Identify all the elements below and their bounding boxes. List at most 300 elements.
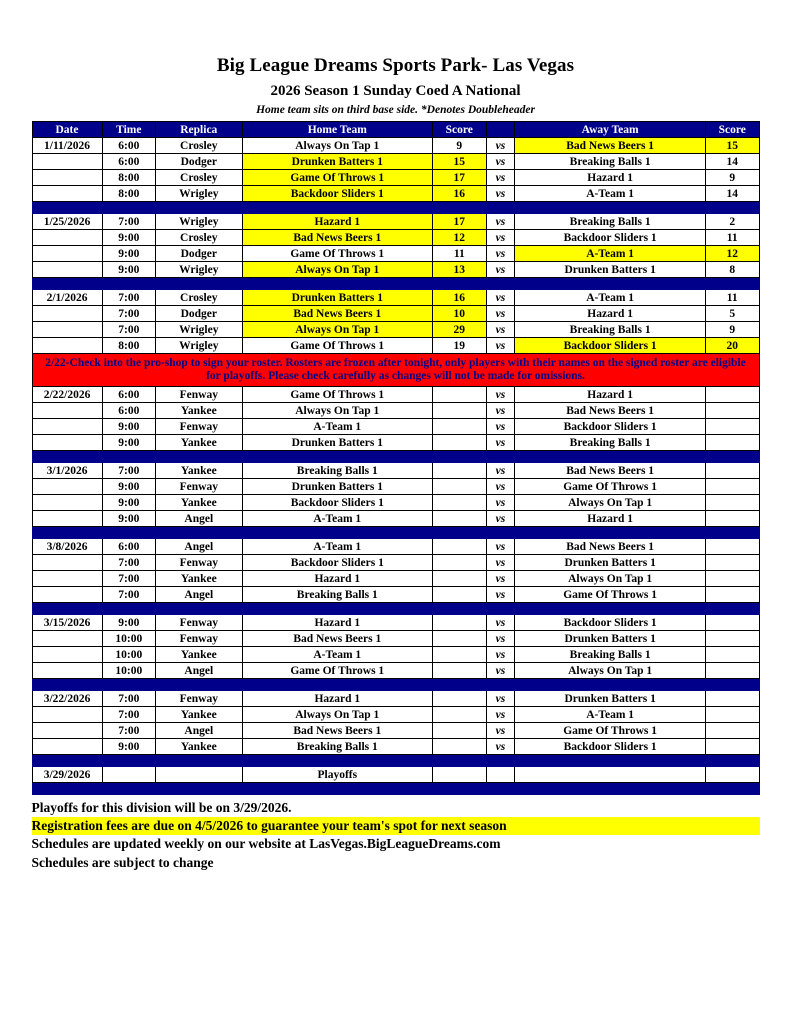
cell-vs: vs	[486, 539, 515, 555]
cell-vs: vs	[486, 479, 515, 495]
cell-replica: Fenway	[156, 419, 242, 435]
cell-home-score	[433, 739, 487, 755]
cell-away-score	[705, 739, 759, 755]
table-row	[32, 767, 759, 783]
cell-replica: Yankee	[156, 739, 242, 755]
cell-replica: Dodger	[156, 154, 242, 170]
table-row	[32, 170, 759, 186]
week-separator	[32, 527, 759, 539]
table-row	[32, 587, 759, 603]
cell-away-score	[705, 647, 759, 663]
cell-away-score: 12	[705, 246, 759, 262]
week-separator	[32, 603, 759, 615]
cell-home-score	[433, 631, 487, 647]
cell-away-team: Bad News Beers 1	[515, 539, 706, 555]
cell-home-team: Bad News Beers 1	[242, 723, 433, 739]
cell-home-team: Bad News Beers 1	[242, 230, 433, 246]
cell-replica: Fenway	[156, 555, 242, 571]
cell-home-team: Breaking Balls 1	[242, 463, 433, 479]
cell-home-score	[433, 463, 487, 479]
cell-vs: vs	[486, 663, 515, 679]
table-row	[32, 403, 759, 419]
cell-away-score	[705, 691, 759, 707]
cell-time: 6:00	[102, 403, 156, 419]
cell-home-team: Game Of Throws 1	[242, 387, 433, 403]
cell-home-score: 16	[433, 186, 487, 202]
cell-replica: Wrigley	[156, 214, 242, 230]
column-header-home-team: Home Team	[242, 122, 433, 138]
cell-home-team: Drunken Batters 1	[242, 479, 433, 495]
cell-home-team: Drunken Batters 1	[242, 290, 433, 306]
cell-away-team: Backdoor Sliders 1	[515, 739, 706, 755]
cell-home-score: 9	[433, 138, 487, 154]
table-header-row	[32, 122, 759, 138]
cell-home-score: 12	[433, 230, 487, 246]
cell-replica: Crosley	[156, 170, 242, 186]
cell-date	[32, 647, 102, 663]
cell-home-team: Bad News Beers 1	[242, 631, 433, 647]
cell-home-team: Always On Tap 1	[242, 322, 433, 338]
cell-replica: Yankee	[156, 435, 242, 451]
cell-time: 9:00	[102, 262, 156, 278]
cell-away-score	[705, 479, 759, 495]
table-row	[32, 539, 759, 555]
column-header-away-team: Away Team	[515, 122, 706, 138]
table-row	[32, 571, 759, 587]
cell-away-score: 9	[705, 170, 759, 186]
column-header-replica: Replica	[156, 122, 242, 138]
cell-replica	[156, 767, 242, 783]
table-row	[32, 246, 759, 262]
cell-replica: Fenway	[156, 631, 242, 647]
cell-home-team: Always On Tap 1	[242, 403, 433, 419]
table-row	[32, 495, 759, 511]
cell-time: 6:00	[102, 387, 156, 403]
week-separator	[32, 679, 759, 691]
cell-home-score	[433, 387, 487, 403]
cell-away-team: Breaking Balls 1	[515, 322, 706, 338]
table-row	[32, 262, 759, 278]
cell-time: 10:00	[102, 663, 156, 679]
cell-time: 9:00	[102, 479, 156, 495]
cell-away-score: 2	[705, 214, 759, 230]
week-separator-cell	[32, 278, 759, 290]
cell-away-score	[705, 707, 759, 723]
cell-away-team: Backdoor Sliders 1	[515, 230, 706, 246]
cell-away-team: Always On Tap 1	[515, 663, 706, 679]
cell-replica: Angel	[156, 663, 242, 679]
cell-time: 9:00	[102, 435, 156, 451]
cell-vs: vs	[486, 338, 515, 354]
column-header-vs	[486, 122, 515, 138]
cell-date: 3/22/2026	[32, 691, 102, 707]
cell-replica: Angel	[156, 587, 242, 603]
cell-date	[32, 723, 102, 739]
cell-date	[32, 631, 102, 647]
table-row	[32, 419, 759, 435]
roster-notice-row	[32, 354, 759, 387]
cell-away-score	[705, 495, 759, 511]
cell-vs: vs	[486, 246, 515, 262]
cell-home-team: Hazard 1	[242, 691, 433, 707]
cell-replica: Fenway	[156, 479, 242, 495]
cell-replica: Yankee	[156, 463, 242, 479]
cell-replica: Fenway	[156, 691, 242, 707]
cell-replica: Yankee	[156, 571, 242, 587]
cell-date	[32, 262, 102, 278]
table-row	[32, 723, 759, 739]
cell-away-team: Drunken Batters 1	[515, 631, 706, 647]
cell-date	[32, 707, 102, 723]
cell-away-score	[705, 767, 759, 783]
cell-vs: vs	[486, 170, 515, 186]
cell-away-score: 9	[705, 322, 759, 338]
table-row	[32, 435, 759, 451]
cell-away-team: Drunken Batters 1	[515, 262, 706, 278]
cell-home-score	[433, 539, 487, 555]
cell-home-team: Always On Tap 1	[242, 262, 433, 278]
cell-away-team: Bad News Beers 1	[515, 138, 706, 154]
cell-home-score	[433, 663, 487, 679]
cell-time: 7:00	[102, 306, 156, 322]
cell-vs: vs	[486, 435, 515, 451]
cell-away-team: Game Of Throws 1	[515, 587, 706, 603]
cell-home-score	[433, 555, 487, 571]
cell-away-team: Hazard 1	[515, 511, 706, 527]
cell-away-team: A-Team 1	[515, 290, 706, 306]
home-team-note: Home team sits on third base side. *Denotes Doubleheader	[256, 104, 535, 116]
cell-date: 3/15/2026	[32, 615, 102, 631]
cell-home-score	[433, 647, 487, 663]
week-separator	[32, 451, 759, 463]
cell-time: 8:00	[102, 186, 156, 202]
footer-registration-fee-line: Registration fees are due on 4/5/2026 to guarantee your team's spot for next season	[32, 817, 760, 835]
cell-away-team: Hazard 1	[515, 306, 706, 322]
cell-away-score	[705, 571, 759, 587]
cell-home-team: Always On Tap 1	[242, 138, 433, 154]
schedule-table	[32, 121, 760, 795]
cell-time: 6:00	[102, 539, 156, 555]
cell-time: 10:00	[102, 647, 156, 663]
cell-time: 9:00	[102, 230, 156, 246]
cell-away-score	[705, 615, 759, 631]
cell-date	[32, 663, 102, 679]
table-row	[32, 739, 759, 755]
cell-time: 9:00	[102, 511, 156, 527]
cell-home-score	[433, 615, 487, 631]
cell-away-score	[705, 723, 759, 739]
cell-home-score	[433, 495, 487, 511]
cell-vs: vs	[486, 555, 515, 571]
cell-date	[32, 170, 102, 186]
cell-away-team: A-Team 1	[515, 186, 706, 202]
cell-home-score: 10	[433, 306, 487, 322]
cell-date: 1/25/2026	[32, 214, 102, 230]
cell-replica: Fenway	[156, 615, 242, 631]
cell-home-team: A-Team 1	[242, 647, 433, 663]
cell-vs: vs	[486, 186, 515, 202]
cell-away-score	[705, 435, 759, 451]
cell-away-team: Breaking Balls 1	[515, 154, 706, 170]
cell-home-team: Backdoor Sliders 1	[242, 555, 433, 571]
cell-time: 7:00	[102, 322, 156, 338]
cell-time: 7:00	[102, 555, 156, 571]
cell-time: 7:00	[102, 463, 156, 479]
cell-home-team: A-Team 1	[242, 539, 433, 555]
week-separator	[32, 278, 759, 290]
week-separator	[32, 755, 759, 767]
cell-replica: Angel	[156, 723, 242, 739]
table-row	[32, 631, 759, 647]
cell-away-score	[705, 419, 759, 435]
cell-time: 10:00	[102, 631, 156, 647]
cell-away-score	[705, 387, 759, 403]
cell-vs: vs	[486, 723, 515, 739]
cell-home-score	[433, 403, 487, 419]
cell-time: 7:00	[102, 691, 156, 707]
cell-date	[32, 435, 102, 451]
table-row	[32, 306, 759, 322]
cell-date	[32, 306, 102, 322]
cell-date: 2/22/2026	[32, 387, 102, 403]
cell-date: 2/1/2026	[32, 290, 102, 306]
cell-home-score: 13	[433, 262, 487, 278]
cell-date	[32, 587, 102, 603]
cell-replica: Wrigley	[156, 262, 242, 278]
table-row	[32, 230, 759, 246]
cell-replica: Yankee	[156, 403, 242, 419]
cell-home-score	[433, 511, 487, 527]
cell-date	[32, 555, 102, 571]
table-row	[32, 463, 759, 479]
cell-home-score	[433, 419, 487, 435]
week-separator-cell	[32, 527, 759, 539]
table-row	[32, 511, 759, 527]
cell-home-team: Bad News Beers 1	[242, 306, 433, 322]
roster-notice-text: 2/22-Check into the pro-shop to sign your roster. Rosters are frozen after tonight, only players with their names on the signed roster are eligible for playoffs. Please check carefully as changes will not be made for omissions.	[32, 354, 759, 387]
week-separator	[32, 783, 759, 795]
cell-date: 3/29/2026	[32, 767, 102, 783]
cell-away-team: Backdoor Sliders 1	[515, 338, 706, 354]
cell-home-score	[433, 767, 487, 783]
column-header-home-score: Score	[433, 122, 487, 138]
cell-date	[32, 403, 102, 419]
cell-away-team: Drunken Batters 1	[515, 555, 706, 571]
cell-vs: vs	[486, 587, 515, 603]
cell-away-score: 8	[705, 262, 759, 278]
cell-home-team: A-Team 1	[242, 419, 433, 435]
cell-home-team: Backdoor Sliders 1	[242, 495, 433, 511]
cell-time: 9:00	[102, 419, 156, 435]
cell-home-team: Game Of Throws 1	[242, 246, 433, 262]
cell-home-score	[433, 707, 487, 723]
footer-subject-to-change-line: Schedules are subject to change	[31, 854, 214, 870]
table-row	[32, 214, 759, 230]
cell-vs: vs	[486, 647, 515, 663]
cell-home-team: Always On Tap 1	[242, 707, 433, 723]
table-row	[32, 663, 759, 679]
cell-date: 1/11/2026	[32, 138, 102, 154]
cell-away-team: Breaking Balls 1	[515, 647, 706, 663]
cell-vs: vs	[486, 707, 515, 723]
table-row	[32, 479, 759, 495]
cell-home-score: 17	[433, 170, 487, 186]
table-row	[32, 322, 759, 338]
column-header-time: Time	[102, 122, 156, 138]
cell-date	[32, 571, 102, 587]
cell-time	[102, 767, 156, 783]
table-row	[32, 154, 759, 170]
cell-away-score	[705, 463, 759, 479]
cell-away-team: Game Of Throws 1	[515, 723, 706, 739]
cell-home-team: Game Of Throws 1	[242, 170, 433, 186]
cell-vs: vs	[486, 691, 515, 707]
cell-replica: Crosley	[156, 230, 242, 246]
cell-away-score: 14	[705, 186, 759, 202]
cell-vs: vs	[486, 290, 515, 306]
cell-away-team: Backdoor Sliders 1	[515, 615, 706, 631]
cell-away-score	[705, 403, 759, 419]
table-row	[32, 615, 759, 631]
cell-away-team: Bad News Beers 1	[515, 403, 706, 419]
cell-time: 6:00	[102, 154, 156, 170]
cell-replica: Wrigley	[156, 186, 242, 202]
cell-time: 7:00	[102, 571, 156, 587]
footer-playoffs-line: Playoffs for this division will be on 3/29/2026.	[31, 800, 292, 815]
cell-home-team: Breaking Balls 1	[242, 739, 433, 755]
cell-vs: vs	[486, 154, 515, 170]
cell-replica: Fenway	[156, 387, 242, 403]
cell-away-score: 5	[705, 306, 759, 322]
cell-vs: vs	[486, 419, 515, 435]
cell-home-score: 11	[433, 246, 487, 262]
footer-website-line: Schedules are updated weekly on our website at LasVegas.BigLeagueDreams.com	[31, 836, 501, 852]
cell-vs: vs	[486, 387, 515, 403]
cell-away-team: Always On Tap 1	[515, 495, 706, 511]
cell-time: 9:00	[102, 615, 156, 631]
cell-away-team: Bad News Beers 1	[515, 463, 706, 479]
cell-home-team: Hazard 1	[242, 571, 433, 587]
cell-away-team: Backdoor Sliders 1	[515, 419, 706, 435]
cell-away-score	[705, 631, 759, 647]
cell-time: 6:00	[102, 138, 156, 154]
cell-replica: Yankee	[156, 495, 242, 511]
cell-date	[32, 479, 102, 495]
table-row	[32, 707, 759, 723]
cell-away-team: Drunken Batters 1	[515, 691, 706, 707]
cell-away-team: Game Of Throws 1	[515, 479, 706, 495]
cell-date	[32, 154, 102, 170]
cell-replica: Dodger	[156, 306, 242, 322]
cell-home-team: Game Of Throws 1	[242, 663, 433, 679]
cell-date	[32, 338, 102, 354]
cell-away-team	[515, 767, 706, 783]
cell-home-team: Game Of Throws 1	[242, 338, 433, 354]
page-title: Big League Dreams Sports Park- Las Vegas	[216, 55, 575, 76]
cell-vs: vs	[486, 631, 515, 647]
cell-vs	[486, 767, 515, 783]
week-separator-cell	[32, 783, 759, 795]
cell-replica: Angel	[156, 511, 242, 527]
footer-notes	[32, 799, 760, 872]
cell-vs: vs	[486, 615, 515, 631]
table-row	[32, 647, 759, 663]
cell-date	[32, 246, 102, 262]
cell-home-score	[433, 723, 487, 739]
cell-vs: vs	[486, 739, 515, 755]
cell-home-score: 19	[433, 338, 487, 354]
cell-away-score: 15	[705, 138, 759, 154]
cell-vs: vs	[486, 495, 515, 511]
cell-home-team: Drunken Batters 1	[242, 435, 433, 451]
cell-vs: vs	[486, 403, 515, 419]
cell-replica: Dodger	[156, 246, 242, 262]
cell-time: 7:00	[102, 290, 156, 306]
week-separator-cell	[32, 451, 759, 463]
cell-vs: vs	[486, 262, 515, 278]
cell-date	[32, 186, 102, 202]
cell-away-score	[705, 555, 759, 571]
cell-away-score	[705, 663, 759, 679]
cell-time: 7:00	[102, 723, 156, 739]
cell-away-team: Hazard 1	[515, 387, 706, 403]
cell-home-team: Breaking Balls 1	[242, 587, 433, 603]
table-row	[32, 138, 759, 154]
cell-time: 9:00	[102, 739, 156, 755]
table-row	[32, 338, 759, 354]
cell-home-team: Drunken Batters 1	[242, 154, 433, 170]
cell-replica: Crosley	[156, 138, 242, 154]
cell-vs: vs	[486, 230, 515, 246]
cell-away-team: Breaking Balls 1	[515, 435, 706, 451]
cell-replica: Yankee	[156, 647, 242, 663]
week-separator-cell	[32, 202, 759, 214]
table-body	[32, 138, 759, 795]
cell-date	[32, 230, 102, 246]
cell-home-score	[433, 435, 487, 451]
cell-away-team: Breaking Balls 1	[515, 214, 706, 230]
cell-date	[32, 495, 102, 511]
cell-date	[32, 739, 102, 755]
cell-away-score: 11	[705, 290, 759, 306]
cell-replica: Crosley	[156, 290, 242, 306]
table-row	[32, 691, 759, 707]
cell-vs: vs	[486, 571, 515, 587]
cell-time: 9:00	[102, 495, 156, 511]
cell-away-team: A-Team 1	[515, 246, 706, 262]
cell-vs: vs	[486, 306, 515, 322]
cell-vs: vs	[486, 214, 515, 230]
cell-away-team: A-Team 1	[515, 707, 706, 723]
table-row	[32, 186, 759, 202]
cell-date: 3/8/2026	[32, 539, 102, 555]
cell-home-score: 15	[433, 154, 487, 170]
cell-away-score: 14	[705, 154, 759, 170]
cell-home-score: 29	[433, 322, 487, 338]
cell-away-team: Hazard 1	[515, 170, 706, 186]
cell-replica: Wrigley	[156, 322, 242, 338]
cell-home-team: Playoffs	[242, 767, 433, 783]
cell-vs: vs	[486, 138, 515, 154]
cell-time: 7:00	[102, 214, 156, 230]
table-row	[32, 387, 759, 403]
cell-date	[32, 322, 102, 338]
week-separator-cell	[32, 755, 759, 767]
column-header-away-score: Score	[705, 122, 759, 138]
cell-vs: vs	[486, 463, 515, 479]
cell-away-score	[705, 587, 759, 603]
cell-home-score: 17	[433, 214, 487, 230]
